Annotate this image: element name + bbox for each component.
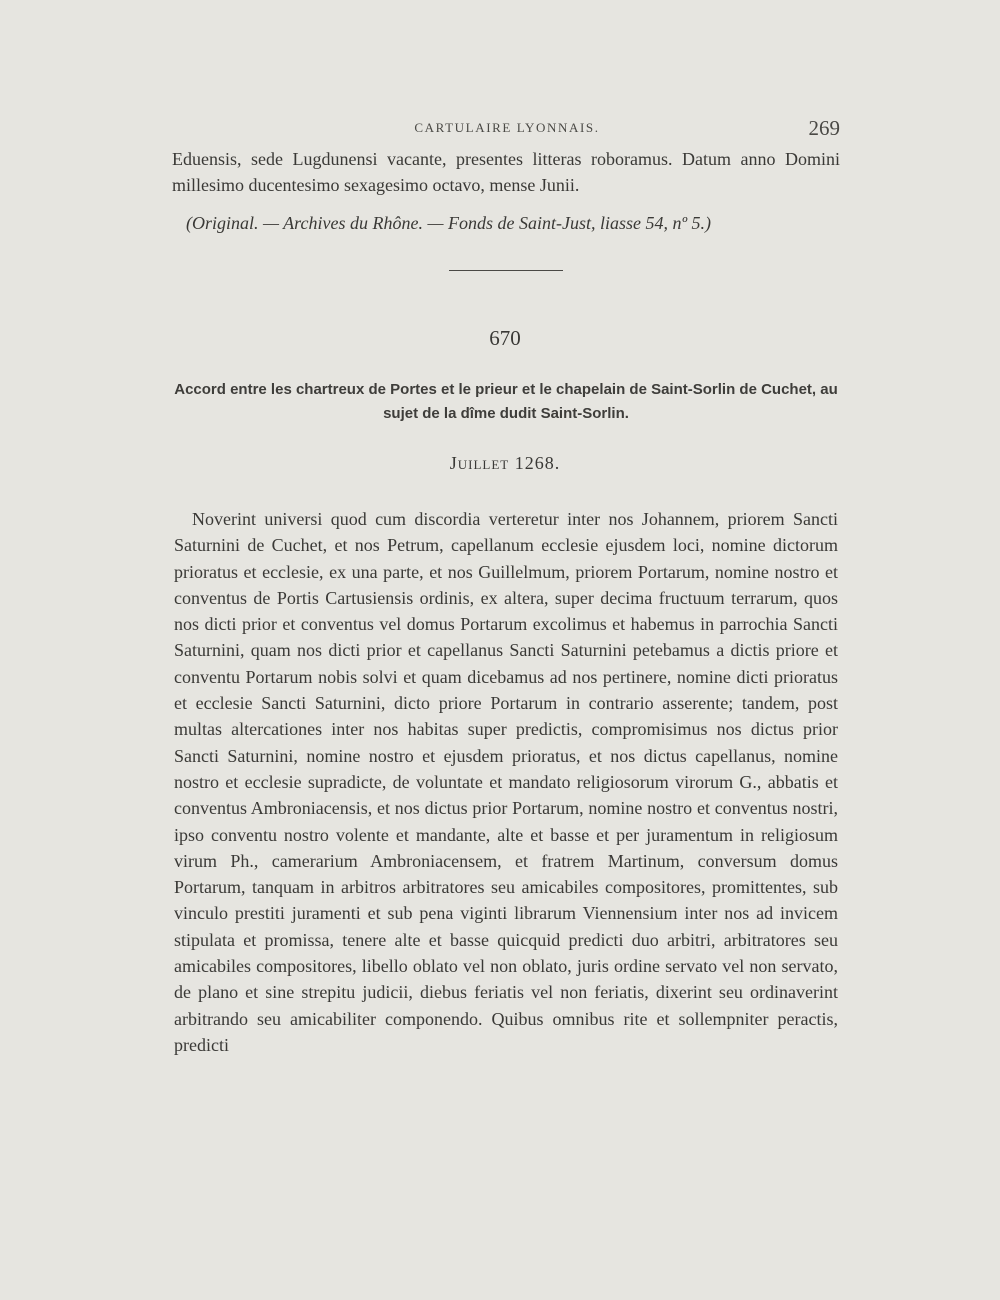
source-note: (Original. — Archives du Rhône. — Fonds de Saint-Just, liasse 54, nº 5.) bbox=[186, 213, 712, 233]
document-body bbox=[174, 506, 838, 1058]
running-head bbox=[174, 116, 840, 138]
page-number: 269 bbox=[808, 116, 840, 140]
continuation-text: Eduensis, sede Lugdunensi vacante, presentes litteras roboramus. Datum anno Domini millesimo ducentesimo sexagesimo octavo, mense Junii. bbox=[172, 149, 840, 195]
document-heading: Accord entre les chartreux de Portes et le prieur et le chapelain de Saint-Sorlin de Cuchet, au sujet de la dîme dudit Saint-Sorlin. bbox=[174, 381, 838, 422]
document-date: Juillet 1268. bbox=[449, 453, 561, 473]
body-paragraph: Noverint universi quod cum discordia verteretur inter nos Johannem, priorem Sancti Saturnini de Cuchet, et nos Petrum, capellanum ecclesie ejusdem loci, nomine dictorum prioratus et ecclesie, ex una parte, et nos Guillelmum, priorem Portarum, nomine nostro et conventus de Portis Cartusiensis ordinis, ex altera, super decima fructuum terrarum, quos nos dicti prior et conventus vel domus Portarum excolimus et habemus in parrochia Sancti Saturnini, quam nos dicti prior et capellanus Sancti Saturnini petebamus a dictis priore et conventu Portarum nobis solvi et quam dicebamus ad nos pertinere, nomine dicti prioratus et ecclesie Sancti Saturnini, dicto priore Portarum in contrario asserente; tandem, post multas altercationes inter nos habitas super predictis, compromisimus nos dictus prior Sancti Saturnini, nomine nostro et ejusdem prioratus, et nos dictus capellanus, nomine nostro et ecclesie supradicte, de voluntate et mandato religiosorum virorum G., abbatis et conventus Ambroniacensis, et nos dictus prior Portarum, nomine nostro et conventus nostri, ipso conventu nostro volente et mandante, alte et basse et per juramentum in religiosum virum Ph., camerarium Ambroniacensem, et fratrem Martinum, conversum domus Portarum, tanquam in arbitros arbitratores seu amicabiles compositores, promittentes, sub vinculo prestiti juramenti et sub pena viginti librarum Viennensium inter nos ad invicem stipulata et promissa, tenere alte et basse quicquid predicti duo arbitri, arbitratores seu amicabiles compositores, libello oblato vel non oblato, juris ordine servato vel non servato, de plano et sine strepitu judicii, diebus feriatis vel non feriatis, dixerint seu ordinaverint arbitrando seu amicabiliter componendo. Quibus omnibus rite et sollempniter peractis, predicti bbox=[174, 509, 838, 1055]
document-number: 670 bbox=[489, 326, 521, 350]
running-title: CARTULAIRE LYONNAIS. bbox=[414, 120, 600, 135]
section-divider bbox=[449, 270, 563, 271]
